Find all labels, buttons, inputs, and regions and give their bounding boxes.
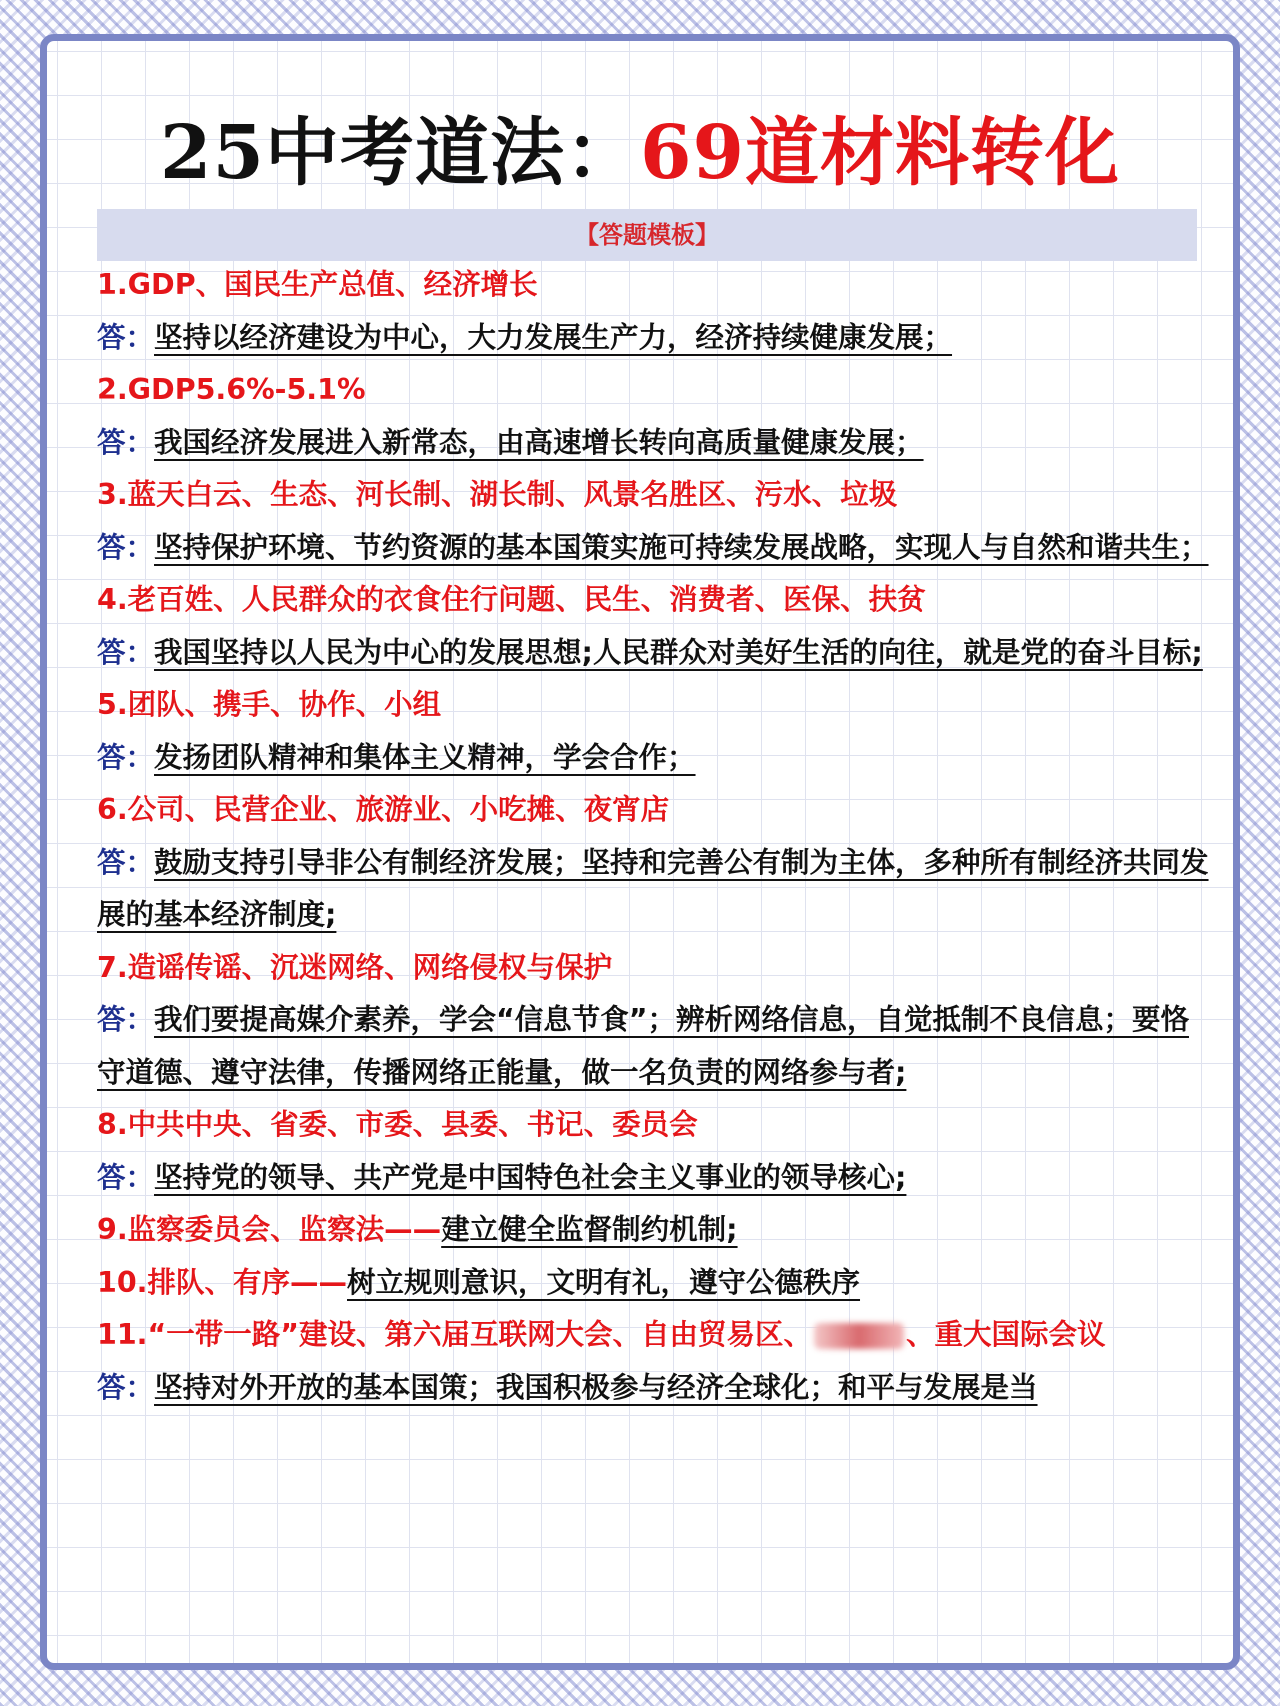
answer-label: 答： (97, 635, 155, 669)
answer-2 (97, 417, 1209, 470)
answer-text: 树立规则意识，文明有礼，遵守公德秩序 (347, 1265, 861, 1299)
answer-4 (97, 627, 1209, 680)
question-3: 3.蓝天白云、生态、河长制、湖长制、风景名胜区、污水、垃圾 (97, 478, 898, 511)
question-2: 2.GDP5.6%-5.1% (97, 373, 366, 406)
answer-6 (97, 837, 1209, 942)
answer-text: 坚持党的领导、共产党是中国特色社会主义事业的领导核心; (154, 1160, 907, 1194)
question-text: 11.“一带一路”建设、第六届互联网大会、自由贸易区、 (97, 1318, 812, 1351)
answer-5 (97, 732, 1209, 785)
question-7: 7.造谣传谣、沉迷网络、网络侵权与保护 (97, 950, 613, 984)
template-header: 【答题模板】 (97, 209, 1197, 261)
answer-text: 坚持以经济建设为中心，大力发展生产力，经济持续健康发展； (154, 320, 953, 354)
question-text: 10.排队、有序—— (97, 1265, 347, 1299)
answer-text: 坚持对外开放的基本国策；我国积极参与经济全球化；和平与发展是当 (154, 1370, 1038, 1404)
question-11 (97, 1309, 1209, 1362)
answer-text: 坚持保护环境、节约资源的基本国策实施可持续发展战略，实现人与自然和谐共生； (154, 530, 1209, 564)
answer-text: 我国坚持以人民为中心的发展思想;人民群众对美好生活的向往，就是党的奋斗目标; (154, 635, 1203, 669)
answer-text: 我们要提高媒介素养，学会“信息节食”；辨析网络信息，自觉抵制不良信息；要恪守道德、遵守法律，传播网络正能量，做一名负责的网络参与者; (97, 1003, 1189, 1089)
answer-text: 我国经济发展进入新常态，由高速增长转向高质量健康发展； (154, 425, 924, 459)
title-prefix: 25中考道法： (160, 110, 640, 196)
question-10 (97, 1257, 1209, 1310)
blurred-region (814, 1323, 904, 1349)
question-4: 4.老百姓、人民群众的衣食住行问题、民生、消费者、医保、扶贫 (97, 583, 926, 616)
title-highlight: 69道材料转化 (640, 110, 1120, 196)
note-card (40, 34, 1240, 1670)
question-5: 5.团队、携手、协作、小组 (97, 688, 442, 721)
question-text-end: 、重大国际会议 (905, 1318, 1106, 1351)
answer-1 (97, 312, 1209, 365)
answer-text: 建立健全监督制约机制; (441, 1213, 738, 1246)
answer-label: 答： (97, 530, 155, 564)
answer-11 (97, 1362, 1209, 1415)
question-8: 8.中共中央、省委、市委、县委、书记、委员会 (97, 1108, 698, 1141)
answer-label: 答： (97, 320, 155, 354)
answer-8 (97, 1152, 1209, 1205)
page-title (47, 103, 1233, 203)
question-6: 6.公司、民营企业、旅游业、小吃摊、夜宵店 (97, 793, 670, 826)
answer-text: 发扬团队精神和集体主义精神，学会合作； (154, 740, 696, 774)
answer-label: 答： (97, 740, 155, 774)
answer-7 (97, 994, 1209, 1099)
answer-label: 答： (97, 1370, 155, 1404)
question-9 (97, 1204, 1209, 1257)
answer-label: 答： (97, 1003, 155, 1036)
answer-3 (97, 522, 1209, 575)
answer-label: 答： (97, 425, 155, 459)
answer-label: 答： (97, 845, 155, 879)
question-text: 9.监察委员会、监察法—— (97, 1213, 442, 1246)
qa-list (97, 259, 1209, 1414)
answer-label: 答： (97, 1160, 155, 1194)
question-1: 1.GDP、国民生产总值、经济增长 (97, 268, 538, 301)
answer-text: 鼓励支持引导非公有制经济发展；坚持和完善公有制为主体，多种所有制经济共同发展的基本经济制度; (97, 845, 1209, 931)
